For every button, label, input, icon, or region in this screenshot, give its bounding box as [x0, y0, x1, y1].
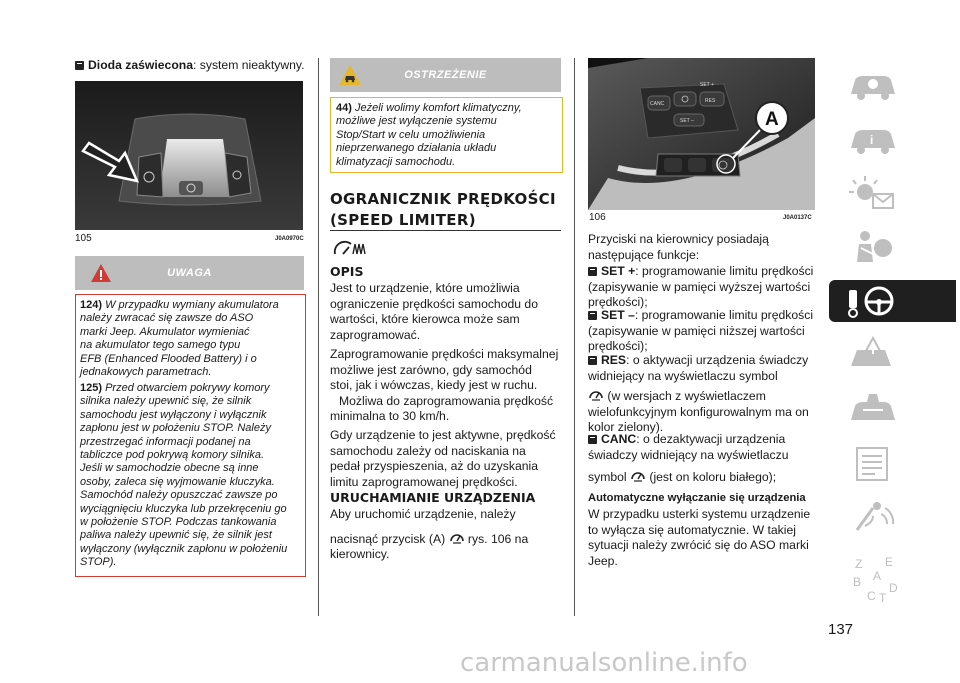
multimedia-icon	[843, 496, 903, 538]
bullet-icon	[588, 267, 597, 276]
sidebar-item-emergency[interactable]	[829, 334, 956, 376]
page-number: 137	[828, 621, 854, 638]
speed-limiter-symbol-icon	[588, 387, 604, 403]
airbag-safety-icon	[843, 226, 903, 268]
svg-text:B: B	[853, 575, 862, 589]
sidebar-item-specs[interactable]	[829, 442, 956, 484]
steering-key-icon	[843, 280, 903, 322]
res-item: RES: o aktywacji urządzenia świadczy widniejący na wyświetlaczu symbol (w wersjach z wyświetlaczem wielofunkcyjnym konfigurowalnym ma on kolor zielony).	[588, 353, 809, 435]
column-divider	[318, 58, 319, 616]
auto-off-paragraph: W przypadku usterki systemu urządzenie to wyłącza się automatycznie. W takiej sytuacji należy zwrócić się do ASO marki Jeep.	[588, 507, 811, 568]
column-divider	[574, 58, 575, 616]
svg-text:D: D	[889, 581, 898, 595]
svg-text:Z: Z	[855, 557, 863, 571]
status-bullet	[75, 58, 305, 74]
opis-paragraph-3: Gdy urządzenie to jest aktywne, prędkość samochodu zależy od naciskania na pedał przyspieszenia, aż do uzyskania limitu zaprogramowanej prędkości.	[330, 428, 556, 489]
sidebar-item-dashboard[interactable]	[829, 64, 956, 106]
car-dashboard-icon	[843, 64, 903, 106]
warning-header	[75, 256, 304, 290]
warning-lights-icon	[843, 172, 903, 214]
section-heading-line2: (SPEED LIMITER)	[330, 211, 476, 229]
specs-icon	[843, 442, 903, 484]
caution-text: 44) Jeżeli wolimy komfort klimatyczny, możliwe jest wyłączenie systemu Stop/Start w celu umożliwienia nieprzerwanego działania układu klimatyzacji samochodu.	[336, 102, 522, 168]
bullet-icon	[588, 311, 597, 320]
start-paragraph: Aby uruchomić urządzenie, należy nacisnąć przycisk (A) rys. 106 na kierownicy.	[330, 507, 529, 562]
speed-limiter-symbol-icon	[449, 530, 465, 546]
svg-text:SET +: SET +	[700, 82, 714, 88]
svg-text:SET –: SET –	[680, 118, 694, 124]
canc-item: CANC: o dezaktywacji urządzenia świadczy widniejący na wyświetlaczu symbol (jest on koloru białego);	[588, 432, 789, 485]
emergency-icon	[843, 334, 903, 376]
warning-title: UWAGA	[167, 267, 212, 279]
start-heading: URUCHAMIANIE URZĄDZENIA	[330, 490, 536, 505]
svg-text:i: i	[870, 133, 874, 147]
heading-rule	[330, 230, 561, 231]
speed-limiter-icon	[331, 238, 371, 258]
sidebar-item-safety[interactable]	[829, 226, 956, 268]
warning-num: 124)	[80, 299, 103, 311]
maintenance-icon	[843, 388, 903, 430]
setminus-item: SET –: programowanie limitu prędkości (zapisywanie w pamięci niższej wartości prędkości);	[588, 308, 814, 354]
index-icon	[843, 550, 903, 606]
figure-105-photo	[75, 81, 303, 230]
caution-header	[330, 58, 561, 92]
buttons-intro: Przyciski na kierownicy posiadają następujące funkcje:	[588, 232, 769, 262]
figure-106-code: J0A0137C	[783, 215, 812, 221]
caution-title: OSTRZEŻENIE	[404, 69, 487, 81]
opis-heading: OPIS	[330, 264, 364, 279]
svg-text:RES: RES	[705, 98, 716, 104]
speed-limiter-symbol-icon	[630, 468, 646, 484]
bullet-icon	[588, 435, 597, 444]
sidebar-item-index[interactable]	[829, 550, 956, 606]
sidebar-item-warning-lights[interactable]	[829, 172, 956, 214]
section-heading-line1: OGRANICZNIK PRĘDKOŚCI	[330, 190, 556, 208]
auto-off-heading: Automatyczne wyłączanie się urządzenia	[588, 492, 806, 504]
svg-text:A: A	[873, 569, 882, 583]
bullet-icon	[588, 356, 597, 365]
callout-A-label: A	[765, 109, 779, 130]
svg-text:T: T	[879, 591, 887, 605]
sidebar-item-multimedia[interactable]	[829, 496, 956, 538]
figure-106-photo	[588, 58, 815, 210]
bullet-label: Dioda zaświecona	[88, 58, 193, 72]
warning-triangle-icon	[90, 263, 112, 283]
figure-105-code: J0A0970C	[275, 236, 304, 242]
setplus-item: SET +: programowanie limitu prędkości (zapisywanie w pamięci wyższej wartości prędkości);	[588, 264, 814, 310]
bullet-text: : system nieaktywny.	[192, 58, 305, 72]
sidebar-item-car-info[interactable]	[829, 118, 956, 160]
warning-item-124: 124) W przypadku wymiany akumulatora należy zwracać się zawsze do ASO marki Jeep. Akumulator wymieniać na akumulator tego samego typu EFB (Enhanced Flooded Battery) i o jednakowych parametrach.	[80, 299, 279, 379]
warning-item-125: 125) Przed otwarciem pokrywy komory silnika należy upewnić się, że silnik samochodu jest wyłączony i wyłącznik zapłonu jest w położeniu STOP. Należy przestrzegać informacji podanej na tabliczce pod pokrywą komory silnika. Jeśli w samochodzie obecne są inne osoby, zaleca się wyjmowanie kluczyka. Samochód należy opuszczać zawsze po wyciągnięciu kluczyka lub przekręceniu go w położenie STOP. Podczas tankowania paliwa należy upewnić się, że silnik jest wyłączony (wyłącznik zapłonu w położeniu STOP).	[80, 382, 288, 569]
figure-105-caption: 105	[75, 233, 92, 244]
opis-paragraph-1: Jest to urządzenie, które umożliwia ograniczenie prędkości samochodu do wartości, które kierowca może sam zaprogramować.	[330, 281, 538, 342]
sidebar-item-maintenance[interactable]	[829, 388, 956, 430]
car-info-icon	[843, 118, 903, 160]
figure-106-caption: 106	[589, 212, 606, 223]
svg-text:CANC: CANC	[650, 101, 665, 107]
svg-text:E: E	[885, 555, 894, 569]
sidebar-item-starting-driving[interactable]	[829, 280, 956, 322]
svg-text:C: C	[867, 589, 876, 603]
bullet-icon	[75, 61, 84, 70]
watermark: carmanualsonline.info	[460, 648, 748, 678]
car-caution-icon	[338, 64, 362, 86]
warning-num: 125)	[80, 382, 103, 394]
opis-paragraph-2: Zaprogramowanie prędkości maksymalnej możliwe jest zarówno, gdy samochód stoi, jak i wówczas, kiedy jest w ruchu. Możliwa do zaprogramowania prędkość minimalna to 30 km/h.	[330, 347, 559, 424]
caution-num: 44)	[336, 102, 352, 114]
